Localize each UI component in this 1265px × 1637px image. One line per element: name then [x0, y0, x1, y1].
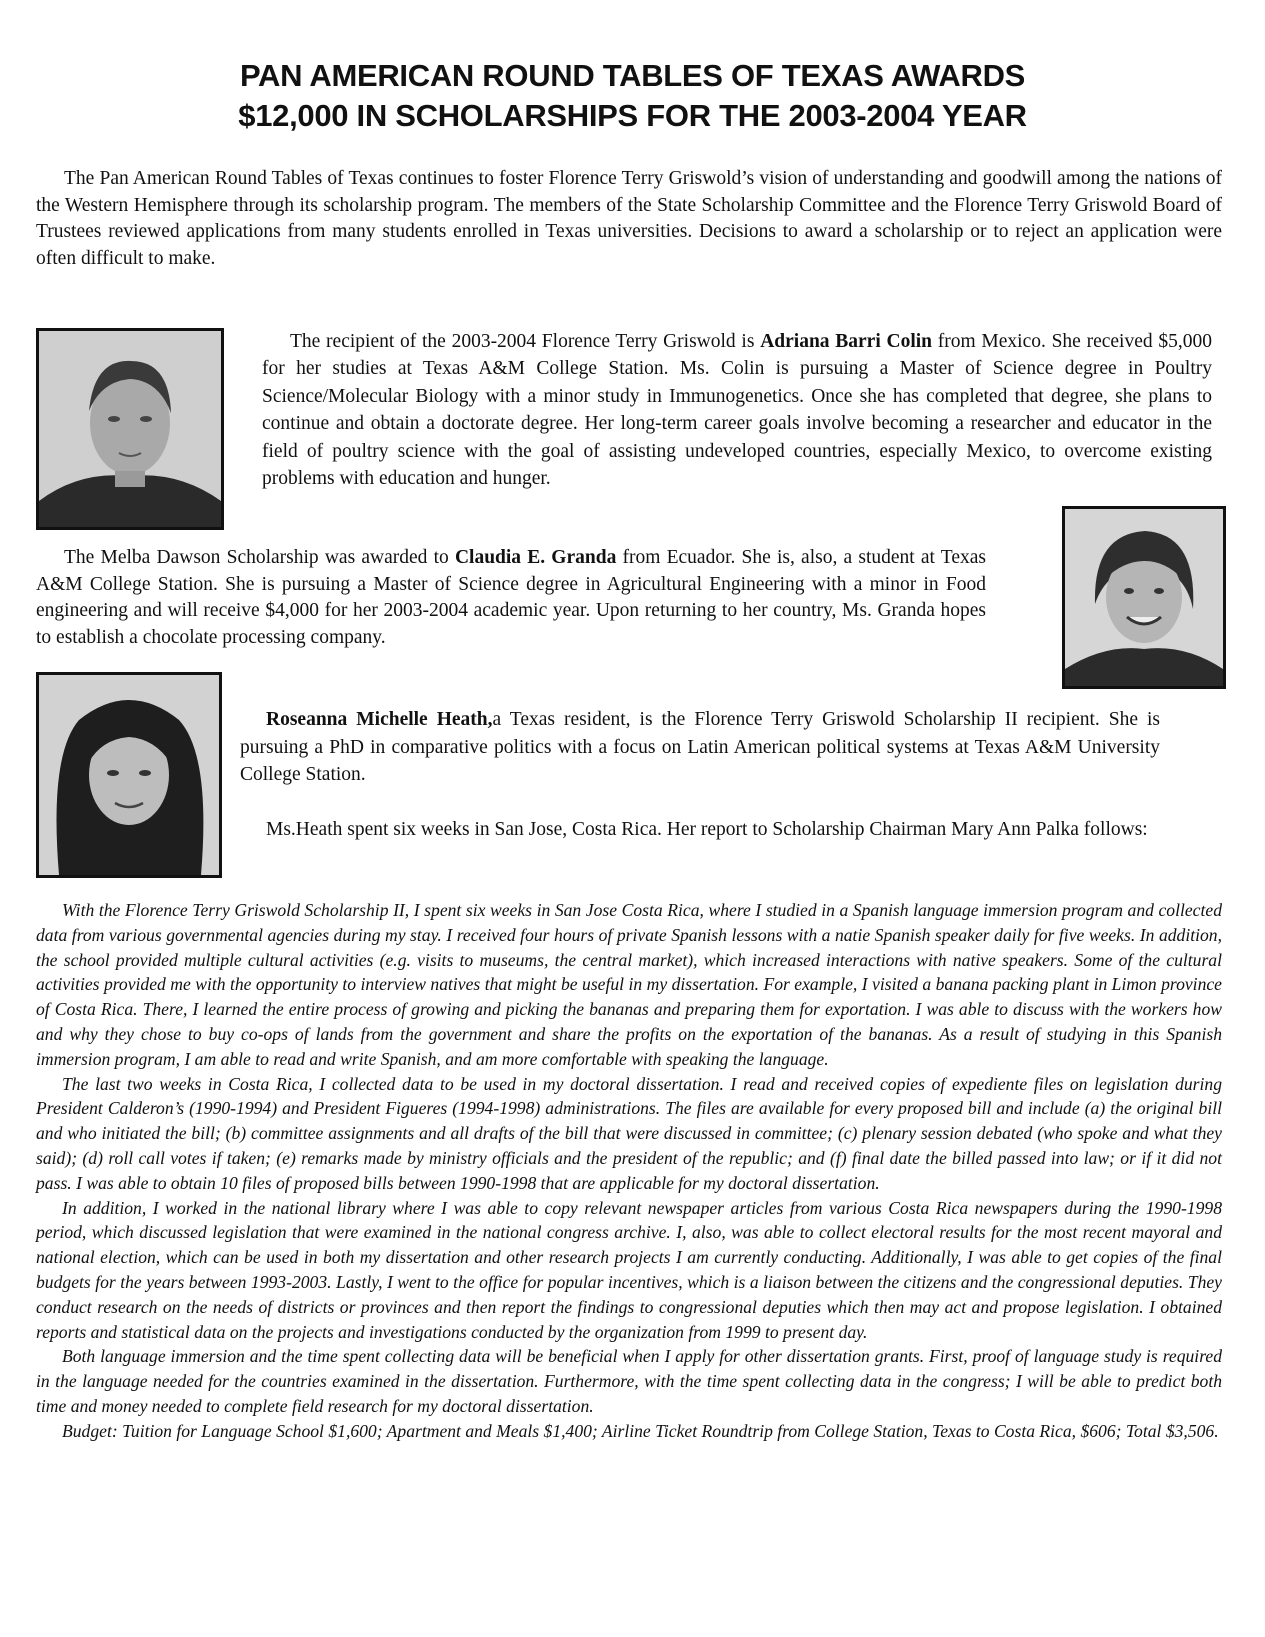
granda-text-before: The Melba Dawson Scholarship was awarded to [64, 547, 455, 568]
heath-text-after: a Texas resident, is the Florence Terry Griswold Scholarship II recipient. She is pursuing a PhD in comparative politics with a focus on Latin American political systems at Texas A&M University College Station. [240, 709, 1160, 785]
report-paragraph: In addition, I worked in the national library where I was able to copy relevant newspaper articles from various Costa Rica newspapers during the 1990-1998 period, which discussed legislation that were examined in the national congress archive. I, also, was able to collect electoral results for the most recent mayoral and national election, which can be used in both my dissertation and other research projects I am currently conducting. Additionally, I was able to get copies of the final budgets for the years between 1993-2003. Lastly, I went to the office for popular incentives, which is a liaison between the citizens and the congressional deputies. They conduct research on the needs of districts or provinces and then report the findings to congressional deputies which then may act and propose legislation. I obtained reports and statistical data on the projects and investigations conducted by the organization from 1999 to present day. [36, 1197, 1222, 1342]
heath-paragraph [240, 706, 1160, 789]
page-title [0, 56, 1265, 136]
granda-text-after: from Ecuador. She is, also, a student at Texas A&M College Station. She is pursuing a Master of Science degree in Agricultural Engineering with a minor in Food engineering and will receive $4,000 for her 2003-2004 academic year. Upon returning to her country, Ms. Granda hopes to establish a chocolate processing company. [36, 547, 986, 648]
heath-report [36, 898, 1222, 1444]
report-paragraph: Both language immersion and the time spent collecting data will be beneficial when I apply for other dissertation grants. First, proof of language study is required in the language needed for the countries examined in the dissertation. Furthermore, with the time spent collecting data in the congress; I will be able to predict both time and money needed to complete field research for my doctoral dissertation. [36, 1346, 1222, 1416]
heath-report-intro: Ms.Heath spent six weeks in San Jose, Costa Rica. Her report to Scholarship Chairman Mary Ann Palka follows: [266, 819, 1148, 840]
granda-paragraph [36, 545, 986, 651]
colin-text-before: The recipient of the 2003-2004 Florence Terry Griswold is [290, 331, 761, 352]
report-paragraph: The last two weeks in Costa Rica, I collected data to be used in my doctoral dissertation. I read and received copies of expediente files on legislation during President Calderon’s (1990-1994) and President Figueres (1994-1998) administrations. The files are available for every proposed bill and include (a) the original bill and who initiated the bill; (b) committee assignments and all drafts of the bill that were discussed in committee; (c) plenary session debated (who spoke and what they said); (d) roll call votes if taken; (e) remarks made by ministry officials and the president of the republic; and (f) final date the billed passed into law; or if it did not pass. I was able to obtain 10 files of proposed bills between 1990-1998 that are applicable for my doctoral dissertation. [36, 1073, 1222, 1193]
heath-name: Roseanna Michelle Heath, [266, 709, 493, 730]
granda-portrait-photo [1062, 506, 1226, 689]
title-line-2: $12,000 IN SCHOLARSHIPS FOR THE 2003-2004 YEAR [238, 98, 1027, 133]
granda-name: Claudia E. Granda [454, 547, 617, 568]
heath-portrait-photo [36, 672, 222, 878]
title-line-1: PAN AMERICAN ROUND TABLES OF TEXAS AWARDS [239, 58, 1026, 93]
report-budget: Budget: Tuition for Language School $1,600; Apartment and Meals $1,400; Airline Ticket Roundtrip from College Station, Texas to Costa Rica, $606; Total $3,506. [62, 1420, 1219, 1441]
colin-paragraph [262, 328, 1212, 492]
report-paragraph: With the Florence Terry Griswold Scholarship II, I spent six weeks in San Jose Costa Rica, where I studied in a Spanish language immersion program and collected data from various governmental agencies during my stay. I received four hours of private Spanish lessons with a natie Spanish speaker daily for five weeks. In addition, the school provided multiple cultural activities (e.g. visits to museums, the central market), which increased interactions with native speakers. Some of the cultural activities provided me with the opportunity to interview natives that might be useful in my dissertation. For example, I visited a banana packing plant in Limon province of Costa Rica. There, I learned the entire process of growing and picking the bananas and preparing them for exportation. I was able to discuss with the workers how and why they chose to buy co-ops of lands from the government and share the profits on the exportation of the bananas. As a result of studying in this Spanish immersion program, I am able to read and write Spanish, and am more comfortable with speaking the language. [36, 900, 1222, 1069]
colin-text-after: from Mexico. She received $5,000 for her studies at Texas A&M College Station. Ms. Colin is pursuing a Master of Science degree in Poultry Science/Molecular Biology with a minor study in Immunogenetics. Once she has completed that degree, she plans to continue and obtain a doctorate degree. Her long-term career goals involve becoming a researcher and educator in the field of poultry science with the goal of assisting undeveloped countries, especially Mexico, to overcome existing problems with education and hunger. [262, 331, 1212, 490]
colin-portrait-photo [36, 328, 224, 530]
intro-paragraph: The Pan American Round Tables of Texas continues to foster Florence Terry Griswold’s vision of understanding and goodwill among the nations of the Western Hemisphere through its scholarship program. The members of the State Scholarship Committee and the Florence Terry Griswold Board of Trustees reviewed applications from many students enrolled in Texas universities. Decisions to award a scholarship or to reject an application were often difficult to make. [36, 168, 1222, 269]
colin-name: Adriana Barri Colin [760, 331, 933, 352]
